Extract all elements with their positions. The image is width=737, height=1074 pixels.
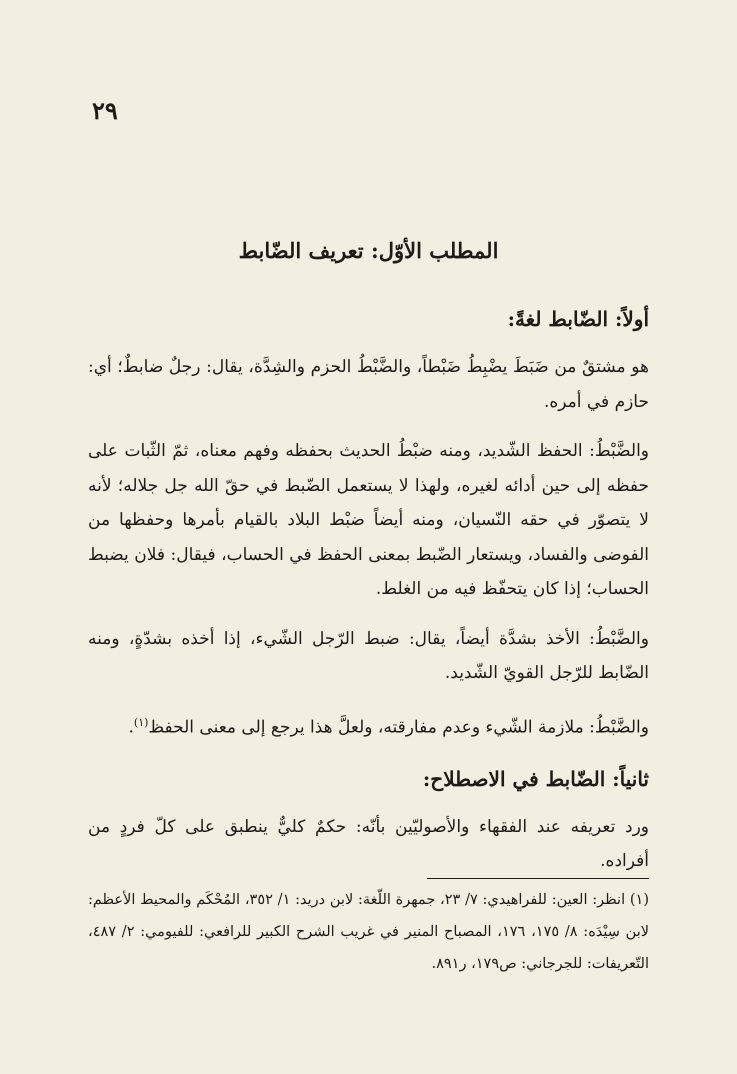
paragraph-4-end: . bbox=[128, 717, 134, 738]
section-title: المطلب الأوّل: تعريف الضّابط bbox=[238, 238, 499, 263]
paragraph-4 bbox=[88, 706, 649, 745]
paragraph-1: هو مشتقٌ من ضَبَطَ يضْبِطُ ضَبْطاً، والضَّبْطُ الحزم والشِدَّة، يقال: رجلٌ ضابطٌ؛ أي: حازم في أمره. bbox=[88, 357, 649, 412]
paragraph-3: والضَّبْطُ: الأخذ بشدَّة أيضاً، يقال: ضبط الرّجل الشّيء، إذا أخذه بشدّةٍ، ومنه الضّابط للرّجل القويّ الشّديد. bbox=[88, 628, 649, 683]
footnote: (١) انظر: العين: للفراهيدي: ٧/ ٢٣، جمهرة اللّغة: لابن دريد: ١/ ٣٥٢، المُحْكَم والمحيط الأعظم: لابن سِيْدَه: ٨/ ١٧٥، ١٧٦، المصباح المنير في غريب الشرح الكبير للرافعي: للفيومي: ٢/ ٤٨٧، التّعريفات: للجرجاني: ص١٧٩، ر٨٩١. bbox=[88, 892, 649, 972]
paragraph-4-text: والضَّبْطُ: ملازمة الشّيء وعدم مفارقته، ولعلَّ هذا يرجع إلى معنى الحفظ bbox=[148, 717, 649, 738]
footnote-marker: (١) bbox=[133, 715, 149, 729]
footnote-divider bbox=[427, 878, 649, 879]
paragraph-5: ورد تعريفه عند الفقهاء والأصوليّين بأنّه: حكمٌ كليٌّ ينطبق على كلّ فردٍ من أفراده. bbox=[88, 816, 649, 872]
paragraph-2: والضَّبْطُ: الحفظ الشّديد، ومنه ضبْطُ الحديث بحفظه وفهم معناه، ثمّ الثّبات على حفظه إلى حين أدائه لغيره، ولهذا لا يستعمل الضّبط في حقّ الله جل جلاله؛ لأنه لا يتصوّر في حقه النّسيان، ومنه أيضاً ضبْط البلاد بالقيام بأمرها وحفظها من الفوضى والفساد، ويستعار الضّبط بمعنى الحفظ في الحساب، فيقال: فلان يضبط الحساب؛ إذا كان يتحفّظ فيه من الغلط. bbox=[88, 441, 649, 599]
heading-terminology: ثانياً: الضّابط في الاصطلاح: bbox=[422, 766, 649, 791]
heading-linguistic: أولاً: الضّابط لغةً: bbox=[507, 307, 649, 331]
body-text bbox=[88, 300, 649, 894]
page-number: ٢٩ bbox=[92, 96, 118, 125]
